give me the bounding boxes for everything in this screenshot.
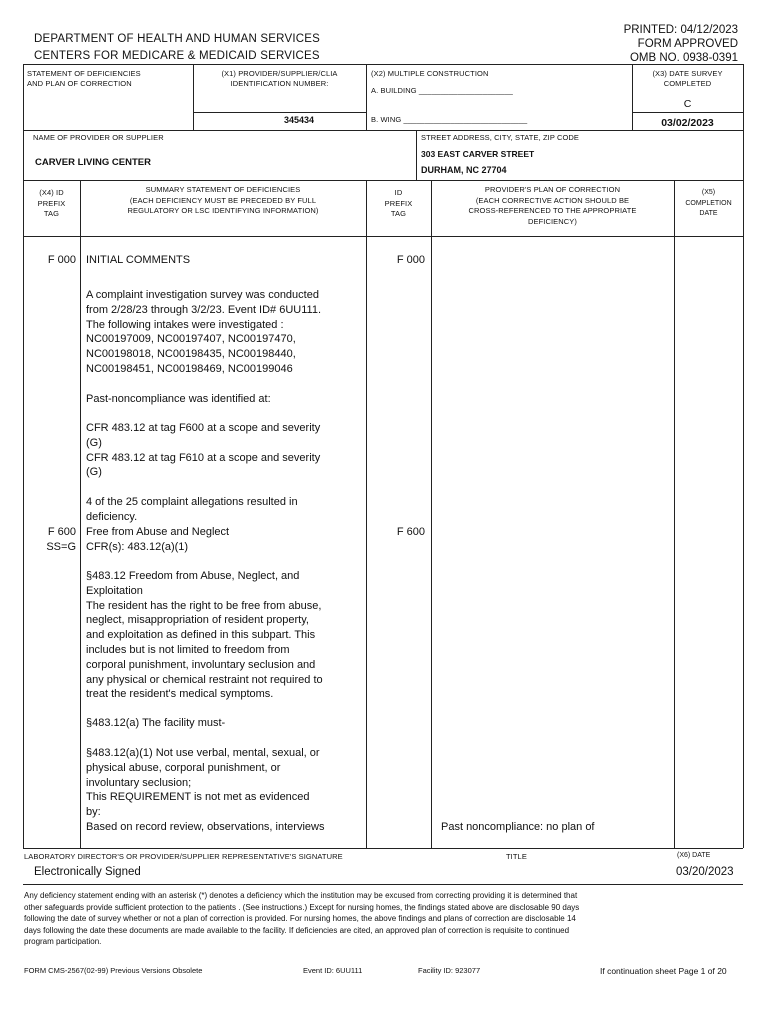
centers-name: CENTERS FOR MEDICARE & MEDICAID SERVICES (34, 50, 320, 62)
x1-label: (X1) PROVIDER/SUPPLIER/CLIA IDENTIFICATION NUMBER: (221, 69, 338, 88)
date-label: (X6) DATE (677, 852, 711, 859)
f600-tag: F 600 (47, 526, 76, 538)
f600-cfr: CFR(s): 483.12(a)(1) (86, 541, 189, 553)
event-id: Event ID: 6UU111 (303, 966, 363, 975)
footnote: Any deficiency statement ending with an asterisk (*) denotes a deficiency which the institution may be excused from correcting providing it is determined that other safeguards provide sufficient protection to the patients . (See instructions.) Except for nursing homes, the findings stated above are disclosable 90 days following the date of survey whether or not a plan of correction is provided. For nursing homes, the above findings and plans of correction are disclosable 14 days following the date these documents are made available to the facility. If deficiencies are cited, an approved plan of correction is requisite to continued program participation. (24, 891, 580, 947)
title-label: TITLE (506, 852, 527, 861)
allegations-paragraph: 4 of the 25 complaint allegations resulted in deficiency. (86, 496, 298, 523)
x2-building: A. BUILDING ______________________ (371, 86, 513, 95)
address-street: 303 EAST CARVER STREET (421, 149, 535, 159)
f600-scope-severity: SS=G (46, 541, 76, 553)
f000-tag-right: F 000 (396, 254, 425, 266)
facility-id: Facility ID: 923077 (418, 966, 481, 975)
f600-tag-right: F 600 (396, 526, 425, 538)
department-name: DEPARTMENT OF HEALTH AND HUMAN SERVICES (34, 33, 320, 45)
provider-name: CARVER LIVING CENTER (35, 157, 151, 168)
form-number: FORM CMS-2567(02-99) Previous Versions Obsolete (24, 966, 203, 975)
survey-date: 03/02/2023 (661, 117, 714, 129)
plan-header: PROVIDER'S PLAN OF CORRECTION (EACH CORRECTIVE ACTION SHOULD BE CROSS-REFERENCED TO THE APPROPRIATE DEFICIENCY) (468, 185, 637, 226)
summary-header: SUMMARY STATEMENT OF DEFICIENCIES (EACH DEFICIENCY MUST BE PRECEDED BY FULL REGULATORY OR LSC IDENTIFYING INFORMATION) (127, 185, 319, 215)
plan-of-correction-text: Past noncompliance: no plan of (441, 821, 595, 833)
freedom-paragraph: §483.12 Freedom from Abuse, Neglect, and Exploitation The resident has the right to be free from abuse, neglect, misappropriation of resident property, and exploitation as defined in this subpart. This includes but is not limited to freedom from corporal punishment, involuntary seclusion and any physical or chemical restraint not required to treat the resident's medical symptoms. (86, 570, 323, 701)
f000-title: INITIAL COMMENTS (86, 254, 191, 266)
printed-block (624, 23, 738, 65)
past-noncompliance-paragraph: Past-noncompliance was identified at: (86, 393, 271, 405)
address-city: DURHAM, NC 27704 (421, 165, 507, 175)
signature-date: 03/20/2023 (676, 866, 734, 878)
address-label: STREET ADDRESS, CITY, STATE, ZIP CODE (421, 133, 580, 142)
page-indicator: If continuation sheet Page 1 of 20 (600, 966, 727, 976)
signature-label: LABORATORY DIRECTOR'S OR PROVIDER/SUPPLIER REPRESENTATIVE'S SIGNATURE (24, 852, 343, 861)
provider-id: 345434 (283, 115, 315, 125)
provider-label: NAME OF PROVIDER OR SUPPLIER (33, 133, 164, 142)
f600-title: Free from Abuse and Neglect (86, 526, 230, 538)
signature-value: Electronically Signed (34, 866, 141, 878)
x2-wing: B. WING _____________________________ (371, 115, 528, 124)
omb-number: OMB NO. 0938-0391 (629, 52, 738, 64)
x2-label: (X2) MULTIPLE CONSTRUCTION (371, 69, 489, 78)
x5-header: (X5) COMPLETION DATE (685, 189, 732, 217)
f000-tag: F 000 (47, 254, 76, 266)
complaint-paragraph: A complaint investigation survey was conducted from 2/28/23 through 3/2/23. Event ID# 6UU111. The following intakes were investigated : NC00197009, NC00197407, NC00197470, NC00198018, NC00198435, NC00198440, NC00198451, NC00198469, NC00199046 (86, 289, 322, 375)
x4-header: (X4) ID PREFIX TAG (37, 188, 66, 218)
cfr-paragraph: CFR 483.12 at tag F600 at a scope and severity (G) CFR 483.12 at tag F610 at a scope and severity (G) (86, 422, 321, 479)
facility-must-paragraph: §483.12(a) The facility must- (86, 717, 226, 729)
requirement-paragraph: §483.12(a)(1) Not use verbal, mental, sexual, or physical abuse, corporal punishment, or involuntary seclusion; This REQUIREMENT is not met as evidenced by: Based on record review, observations, interviews (86, 747, 325, 833)
x3-code: C (683, 98, 692, 110)
printed-date: PRINTED: 04/12/2023 (623, 24, 738, 36)
x3-label: (X3) DATE SURVEY COMPLETED (652, 69, 723, 88)
id-header: ID PREFIX TAG (384, 188, 413, 218)
statement-label: STATEMENT OF DEFICIENCIES AND PLAN OF CORRECTION (27, 69, 141, 88)
form-approved: FORM APPROVED (637, 38, 738, 50)
